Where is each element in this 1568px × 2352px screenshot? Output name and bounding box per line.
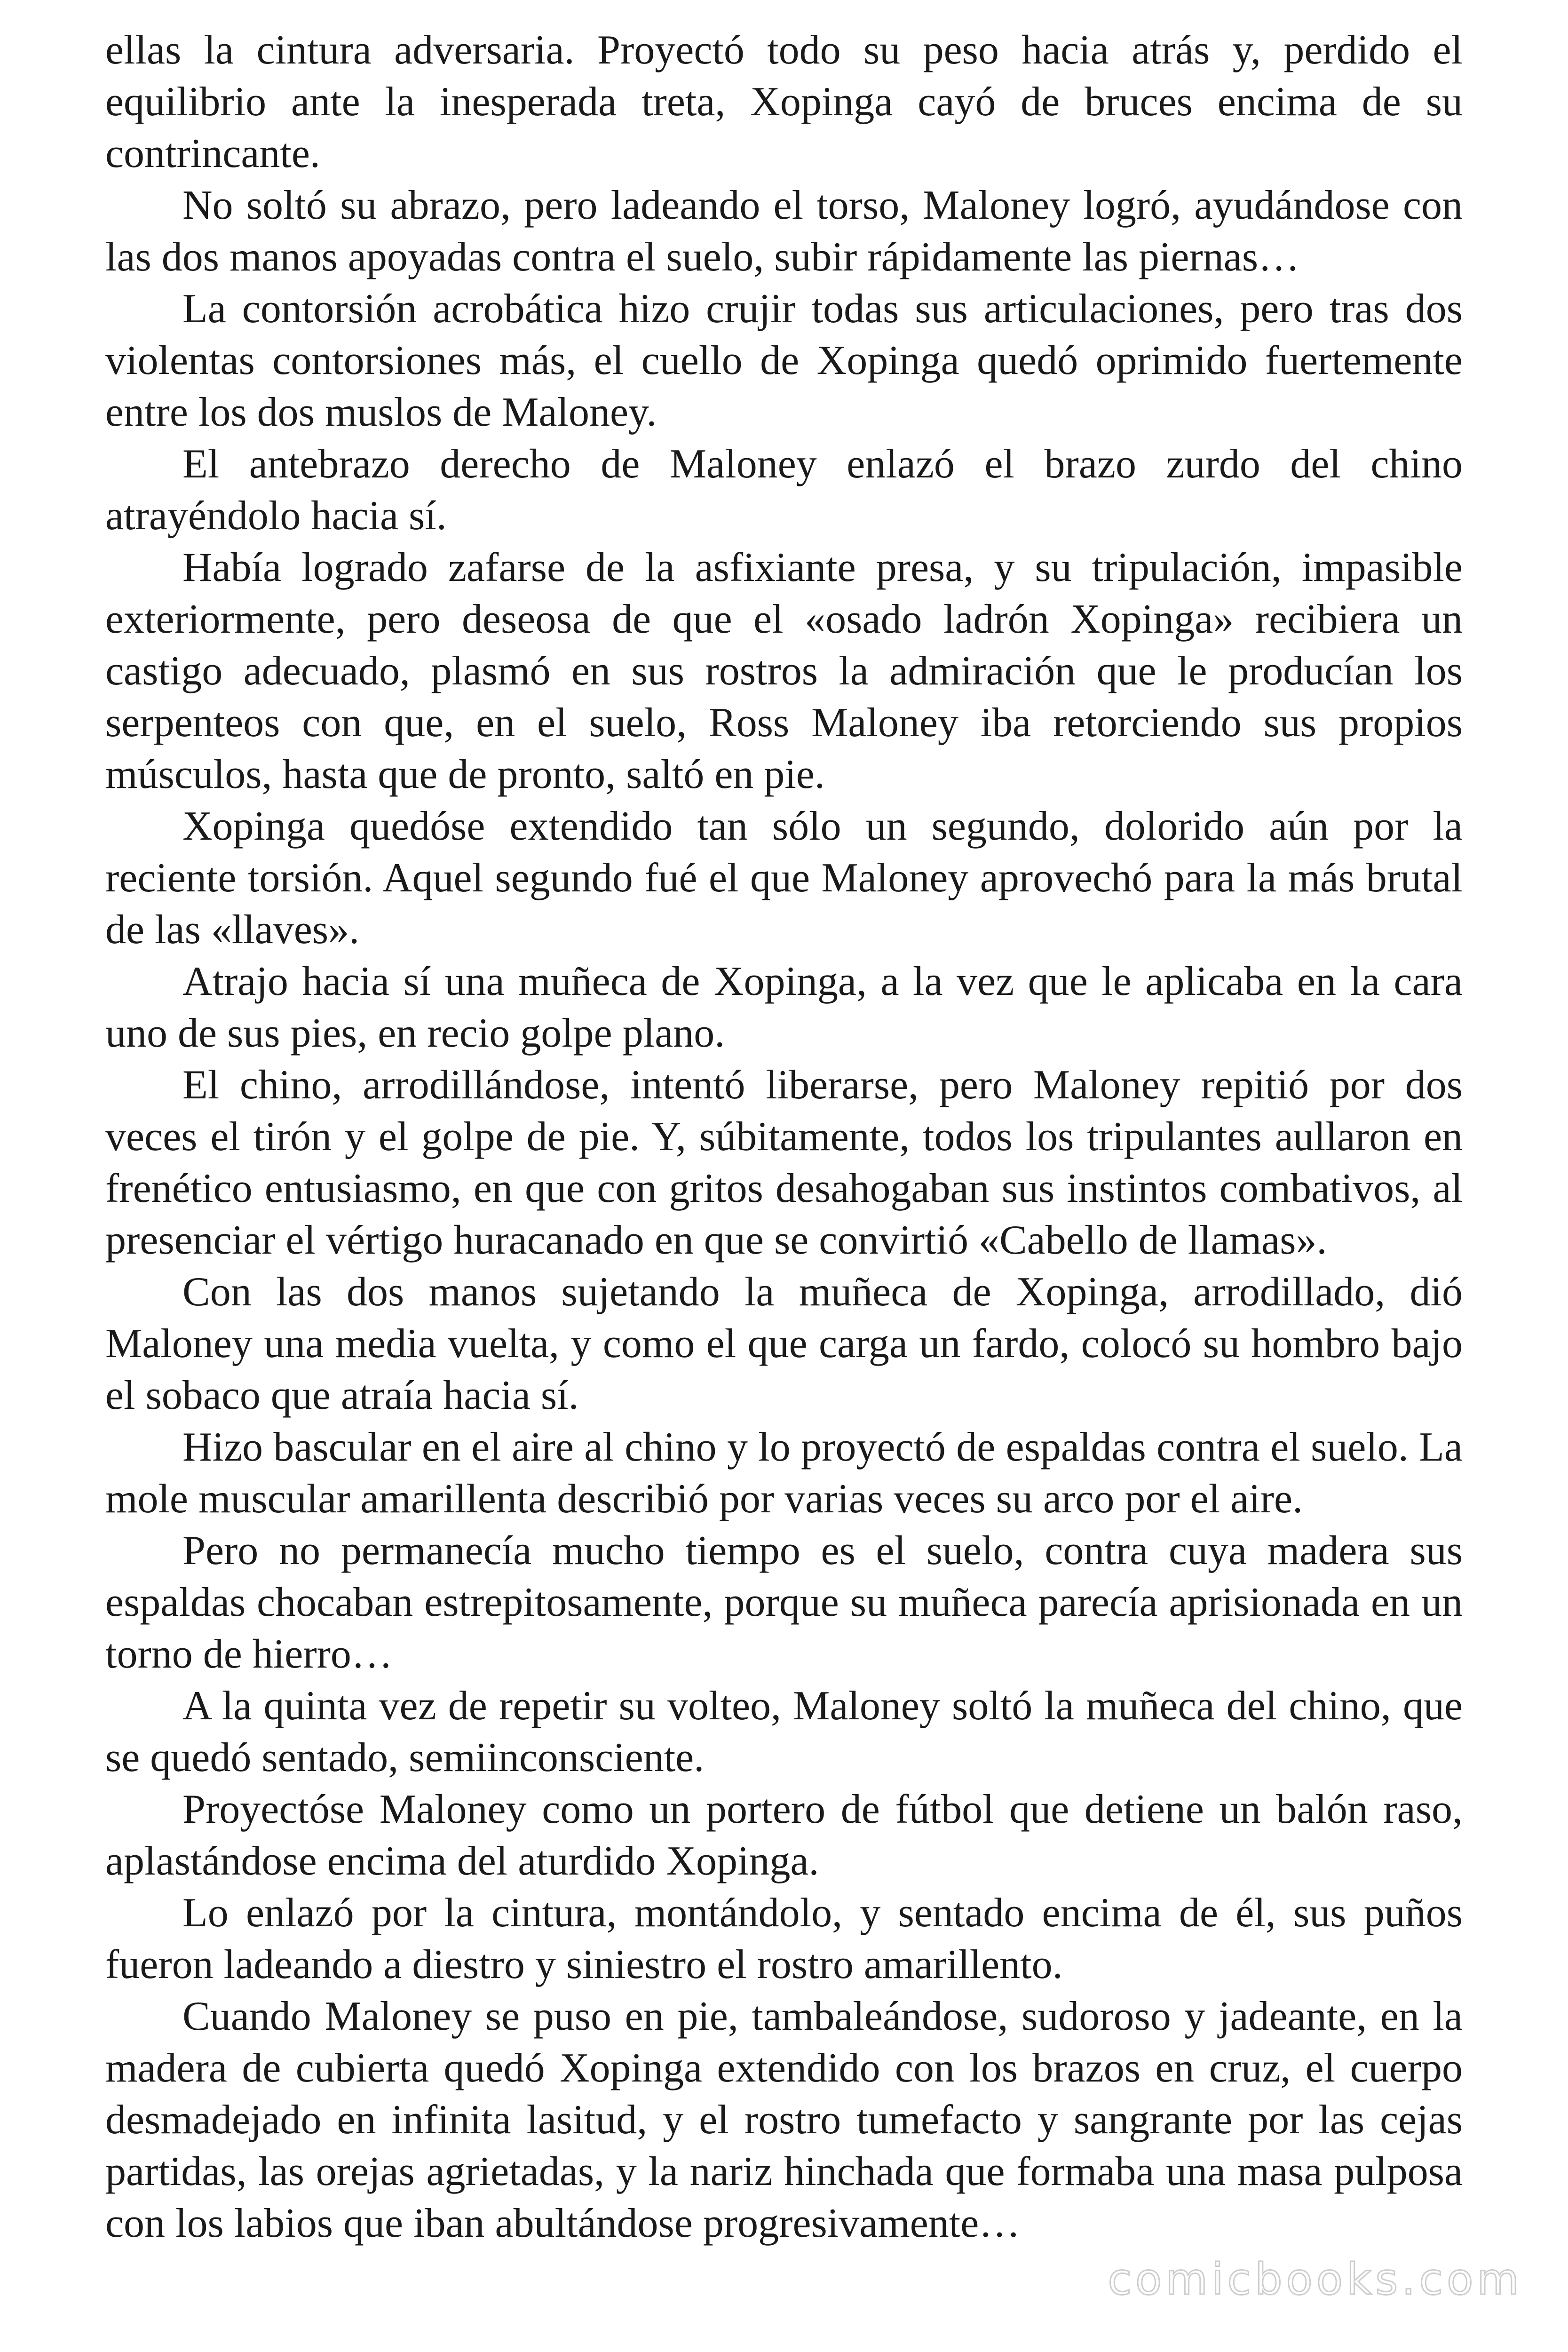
paragraph-10: Hizo bascular en el aire al chino y lo proyectó de espaldas contra el suelo. La mole muscular amarillenta describió por varias veces su arco por el aire. — [105, 1424, 1463, 1522]
paragraph-8: El chino, arrodillándose, intentó liberarse, pero Maloney repitió por dos veces el tirón y el golpe de pie. Y, súbitamente, todos los tripulantes aullaron en frenético entusiasmo, en que con gritos desahogaban sus instintos combativos, al presenciar el vértigo huracanado en que se convirtió «Cabello de llamas». — [105, 1062, 1463, 1263]
paragraph-1: ellas la cintura adversaria. Proyectó todo su peso hacia atrás y, perdido el equilibrio ante la inesperada treta, Xopinga cayó de bruces encima de su contrincante. — [105, 27, 1463, 176]
paragraph-11: Pero no permanecía mucho tiempo es el suelo, contra cuya madera sus espaldas chocaban estrepitosamente, porque su muñeca parecía aprisionada en un torno de hierro… — [105, 1528, 1463, 1677]
paragraph-14: Lo enlazó por la cintura, montándolo, y sentado encima de él, sus puños fueron ladeando a diestro y siniestro el rostro amarillento. — [105, 1890, 1463, 1987]
paragraph-6: Xopinga quedóse extendido tan sólo un segundo, dolorido aún por la reciente torsión. Aquel segundo fué el que Maloney aprovechó para la más brutal de las «llaves». — [105, 803, 1463, 953]
paragraph-13: Proyectóse Maloney como un portero de fútbol que detiene un balón raso, aplastándose encima del aturdido Xopinga. — [105, 1787, 1463, 1884]
paragraph-7: Atrajo hacia sí una muñeca de Xopinga, a la vez que le aplicaba en la cara uno de sus pies, en recio golpe plano. — [105, 959, 1463, 1056]
paragraph-3: La contorsión acrobática hizo crujir todas sus articulaciones, pero tras dos violentas contorsiones más, el cuello de Xopinga quedó oprimido fuertemente entre los dos muslos de Maloney. — [105, 286, 1463, 435]
paragraph-12: A la quinta vez de repetir su volteo, Maloney soltó la muñeca del chino, que se quedó sentado, semiinconsciente. — [105, 1683, 1463, 1780]
paragraph-15: Cuando Maloney se puso en pie, tambaleándose, sudoroso y jadeante, en la madera de cubierta quedó Xopinga extendido con los brazos en cruz, el cuerpo desmadejado en infinita lasitud, y el rostro tumefacto y sangrante por las cejas partidas, las orejas agrietadas, y la nariz hinchada que formaba una masa pulposa con los labios que iban abultándose progresivamente… — [105, 1994, 1463, 2246]
watermark: comicbooks.com — [1108, 2254, 1523, 2304]
paragraph-5: Había logrado zafarse de la asfixiante presa, y su tripulación, impasible exteriormente, pero deseosa de que el «osado ladrón Xopinga» recibiera un castigo adecuado, plasmó en sus rostros la admiración que le producían los serpenteos con que, en el suelo, Ross Maloney iba retorciendo sus propios músculos, hasta que de pronto, saltó en pie. — [105, 545, 1463, 797]
paragraph-2: No soltó su abrazo, pero ladeando el torso, Maloney logró, ayudándose con las dos manos apoyadas contra el suelo, subir rápidamente las piernas… — [105, 183, 1463, 280]
paragraph-4: El antebrazo derecho de Maloney enlazó el brazo zurdo del chino atrayéndolo hacia sí. — [105, 441, 1463, 539]
paragraph-9: Con las dos manos sujetando la muñeca de Xopinga, arrodillado, dió Maloney una media vuelta, y como el que carga un fardo, colocó su hombro bajo el sobaco que atraía hacia sí. — [105, 1269, 1463, 1418]
page-body — [105, 24, 1463, 2249]
